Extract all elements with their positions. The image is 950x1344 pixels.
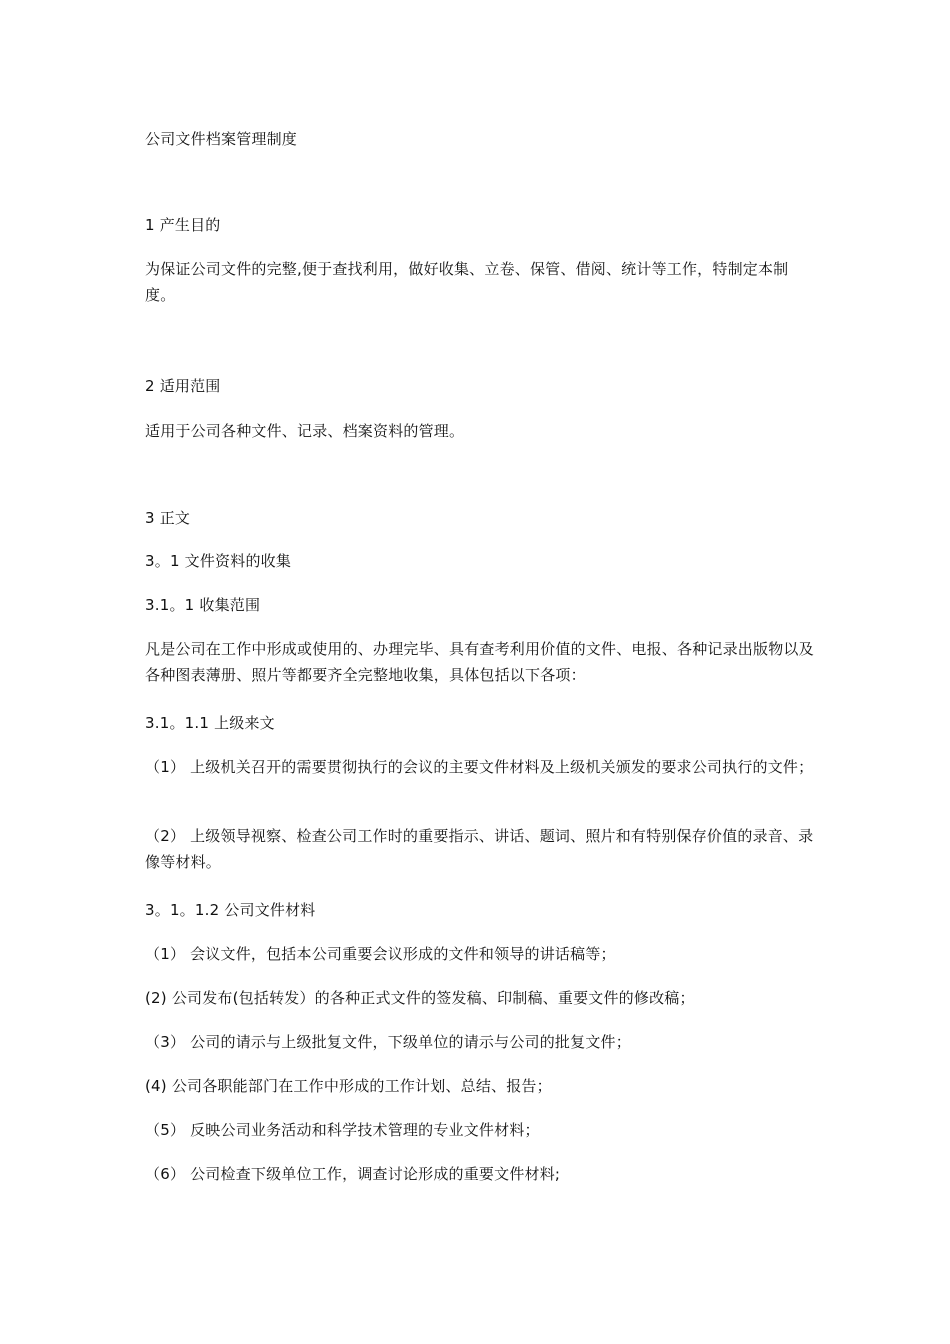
section-heading-3: 3 正文	[145, 509, 191, 527]
company-item-1: （1） 会议文件，包括本公司重要会议形成的文件和领导的讲话稿等；	[145, 945, 616, 963]
section-body-2: 适用于公司各种文件、记录、档案资料的管理。	[145, 422, 465, 440]
upper-item-2: （2） 上级领导视察、检查公司工作时的重要指示、讲话、题词、照片和有特别保存价值的录音、录像等材料。	[145, 827, 814, 871]
collect-scope-paragraph: 凡是公司在工作中形成或使用的、办理完毕、具有查考利用价值的文件、电报、各种记录出版物以及各种图表薄册、照片等都要齐全完整地收集，具体包括以下各项：	[145, 640, 814, 684]
section-heading-2: 2 适用范围	[145, 377, 221, 395]
document-title: 公司文件档案管理制度	[145, 130, 298, 148]
section-heading-1: 1 产生目的	[145, 216, 221, 234]
subheading-3-1-1-1: 3.1。1.1 上级来文	[145, 714, 275, 732]
section-body-1: 为保证公司文件的完整,便于查找利用，做好收集、立卷、保管、借阅、统计等工作，特制定本制度。	[145, 260, 789, 304]
company-item-2: (2) 公司发布(包括转发）的各种正式文件的签发稿、印制稿、重要文件的修改稿；	[145, 989, 695, 1007]
company-item-6: （6） 公司检查下级单位工作，调查讨论形成的重要文件材料;	[145, 1165, 561, 1183]
company-item-5: （5） 反映公司业务活动和科学技术管理的专业文件材料；	[145, 1121, 540, 1139]
subheading-3-1-1: 3.1。1 收集范围	[145, 596, 261, 614]
upper-item-1: （1） 上级机关召开的需要贯彻执行的会议的主要文件材料及上级机关颁发的要求公司执行的文件；	[145, 758, 814, 776]
company-item-4: (4) 公司各职能部门在工作中形成的工作计划、总结、报告；	[145, 1077, 552, 1095]
subheading-3-1: 3。1 文件资料的收集	[145, 552, 292, 570]
subheading-3-1-1-2: 3。1。1.2 公司文件材料	[145, 901, 316, 919]
company-item-3: （3） 公司的请示与上级批复文件，下级单位的请示与公司的批复文件；	[145, 1033, 631, 1051]
